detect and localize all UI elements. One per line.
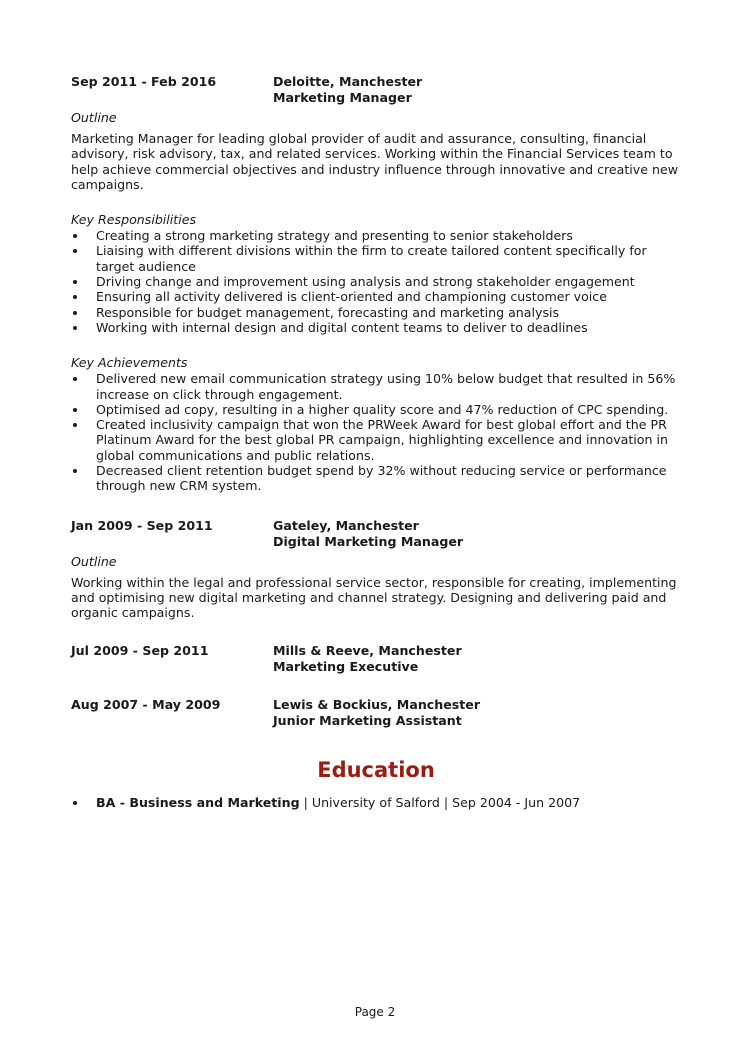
list-item: [71, 228, 681, 243]
outline-label: Outline: [71, 110, 117, 125]
bullet-icon: [73, 280, 77, 284]
spacer: [71, 335, 681, 351]
list-item-text: Created inclusivity campaign that won the PRWeek Award for best global effort and the PR Platinum Award for the best global PR campaign, highlighting excellence and innovation in global communications and public relations.: [96, 417, 668, 463]
list-item-text: Creating a strong marketing strategy and presenting to senior stakeholders: [96, 228, 573, 244]
separator: |: [299, 794, 312, 810]
list-item: [71, 795, 681, 810]
job-header: [71, 74, 681, 106]
list-item: [71, 289, 681, 304]
list-item-text: Ensuring all activity delivered is client-oriented and championing customer voice: [96, 289, 607, 305]
list-item-text: Optimised ad copy, resulting in a higher quality score and 47% reduction of CPC spending.: [96, 401, 669, 417]
bullet-icon: [73, 377, 77, 381]
bullet-icon: [73, 469, 77, 473]
education-degree: BA - Business and Marketing: [96, 794, 300, 810]
job-header: [71, 697, 681, 729]
job-company: Deloitte, Manchester: [273, 74, 423, 89]
job-company: Lewis & Bockius, Manchester: [273, 696, 481, 712]
job-entry: [71, 697, 681, 729]
job-org: [273, 697, 480, 729]
job-outline: Working within the legal and professional service sector, responsible for creating, implementing and optimising new digital marketing and channel strategy. Designing and delivering paid and organic campaigns.: [71, 574, 677, 621]
list-item: [71, 417, 681, 463]
bullet-icon: [73, 408, 77, 412]
job-dates: Jan 2009 - Sep 2011: [71, 517, 213, 533]
spacer: [71, 192, 681, 208]
job-outline: Marketing Manager for leading global provider of audit and assurance, consulting, financial advisory, risk advisory, tax, and related services. Working within the Financial Services team to help achieve commercial objectives and industry influence through innovative and creative new campaigns.: [71, 131, 679, 192]
list-item: [71, 402, 681, 417]
job-header: [71, 643, 681, 675]
separator: |: [439, 794, 453, 810]
resume-page-body: [71, 74, 681, 810]
outline-label: Outline: [71, 553, 117, 569]
education-heading: Education: [317, 757, 435, 782]
education-dates: Sep 2004 - Jun 2007: [452, 794, 581, 810]
list-item-text: Driving change and improvement using analysis and strong stakeholder engagement: [96, 274, 635, 290]
job-company: Mills & Reeve, Manchester: [273, 642, 462, 658]
job-dates: Sep 2011 - Feb 2016: [71, 74, 217, 89]
bullet-icon: [73, 326, 77, 330]
job-company: Gateley, Manchester: [273, 517, 419, 533]
bullet-icon: [73, 234, 77, 238]
job-entry: [71, 518, 681, 621]
job-entry: [71, 74, 681, 494]
bullet-icon: [73, 423, 77, 427]
education-list: [71, 795, 681, 810]
list-item: [71, 320, 681, 335]
education-institution: University of Salford: [311, 794, 440, 810]
job-dates: Jul 2009 - Sep 2011: [71, 642, 209, 658]
job-title: Marketing Executive: [273, 658, 419, 674]
page-number: Page 2: [354, 1005, 396, 1019]
bullet-icon: [73, 311, 77, 315]
list-item: [71, 305, 681, 320]
responsibilities-label: Key Responsibilities: [71, 212, 197, 228]
list-item-text: Delivered new email communication strategy using 10% below budget that resulted in 56% increase on click through engagement.: [96, 371, 676, 402]
job-org: [273, 74, 422, 106]
job-header: [71, 518, 681, 550]
job-title: Junior Marketing Assistant: [273, 712, 462, 728]
job-org: [273, 643, 462, 675]
responsibilities-list: [71, 228, 681, 335]
bullet-icon: [73, 801, 77, 805]
job-title: Digital Marketing Manager: [273, 533, 464, 549]
achievements-label: Key Achievements: [71, 355, 188, 371]
list-item-text: Decreased client retention budget spend by 32% without reducing service or performance through new CRM system.: [96, 463, 667, 494]
list-item-text: Liaising with different divisions within the firm to create tailored content specifically for target audience: [96, 243, 647, 274]
achievements-list: [71, 371, 681, 493]
list-item-text: Working with internal design and digital content teams to deliver to deadlines: [96, 319, 588, 335]
bullet-icon: [73, 295, 77, 299]
bullet-icon: [73, 249, 77, 253]
list-item: [71, 371, 681, 402]
list-item-text: Responsible for budget management, forecasting and marketing analysis: [96, 304, 560, 320]
job-entry: [71, 643, 681, 675]
job-org: [273, 518, 463, 550]
list-item: [71, 243, 681, 274]
job-title: Marketing Manager: [273, 90, 412, 105]
job-dates: Aug 2007 - May 2009: [71, 696, 221, 712]
list-item: [71, 463, 681, 494]
list-item: [71, 274, 681, 289]
